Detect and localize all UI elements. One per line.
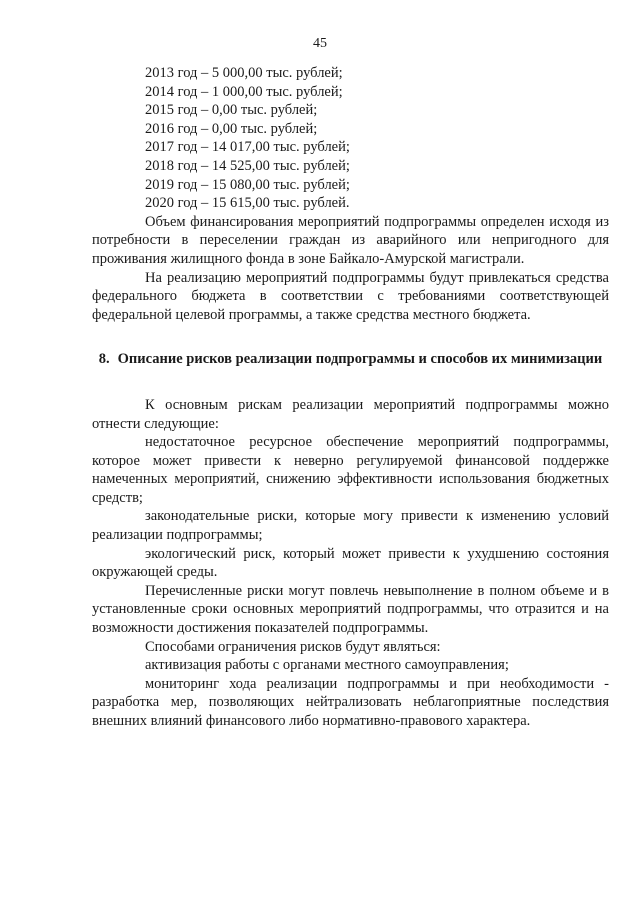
consequences-paragraph: Перечисленные риски могут повлечь невыполнение в полном объеме и в установленные сроки основных мероприятий подпрограммы, что отразится и на возможности достижения показателей подпрограммы. — [92, 582, 609, 637]
funding-year-line: 2014 год – 1 000,00 тыс. рублей; — [145, 83, 343, 100]
funding-year-line: 2020 год – 15 615,00 тыс. рублей. — [145, 195, 350, 212]
mitigation-intro-paragraph: Способами ограничения рисков будут являться: — [145, 638, 441, 655]
funding-year-line: 2016 год – 0,00 тыс. рублей; — [145, 120, 318, 137]
funding-year-line: 2013 год – 5 000,00 тыс. рублей; — [145, 65, 343, 81]
funding-volume-paragraph: Объем финансирования мероприятий подпрограммы определен исходя из потребности в переселении граждан из аварийного или непригодного для проживания жилищного фонда в зоне Байкало-Амурской магистрали. — [92, 213, 609, 267]
section-title: Описание рисков реализации подпрограммы и способов их минимизации — [117, 351, 603, 368]
funding-year-line: 2018 год – 14 525,00 тыс. рублей; — [145, 157, 350, 174]
risk-item: законодательные риски, которые могу привести к изменению условий реализации подпрограммы; — [92, 508, 609, 544]
funding-by-year-list — [92, 64, 609, 213]
mitigation-item: активизация работы с органами местного самоуправления; — [145, 657, 509, 674]
page-number: 45 — [313, 36, 327, 51]
mitigation-item: мониторинг хода реализации подпрограммы и при необходимости - разработка мер, позволяющих нейтрализовать неблагоприятные последствия внешних влияний финансового либо нормативно-правового характера. — [92, 675, 609, 729]
funding-year-line: 2017 год – 14 017,00 тыс. рублей; — [145, 139, 350, 156]
risks-intro-paragraph: К основным рискам реализации мероприятий подпрограммы можно отнести следующие: — [92, 396, 609, 432]
section-number: 8. — [98, 351, 110, 368]
page-content — [92, 64, 609, 731]
funding-year-line: 2015 год – 0,00 тыс. рублей; — [145, 102, 318, 119]
section-heading — [92, 350, 609, 369]
funding-sources-paragraph: На реализацию мероприятий подпрограммы будут привлекаться средства федерального бюджета в соответствии с требованиями соответствующей федеральной целевой программы, а также средства местного бюджета. — [92, 269, 609, 323]
risk-item: экологический риск, который может привести к ухудшению состояния окружающей среды. — [92, 545, 609, 581]
risk-item: недостаточное ресурсное обеспечение мероприятий подпрограммы, которое может привести к неверно регулируемой финансовой поддержке намеченных мероприятий, снижению эффективности использования бюджетных средств; — [92, 434, 609, 506]
funding-year-line: 2019 год – 15 080,00 тыс. рублей; — [145, 176, 350, 193]
